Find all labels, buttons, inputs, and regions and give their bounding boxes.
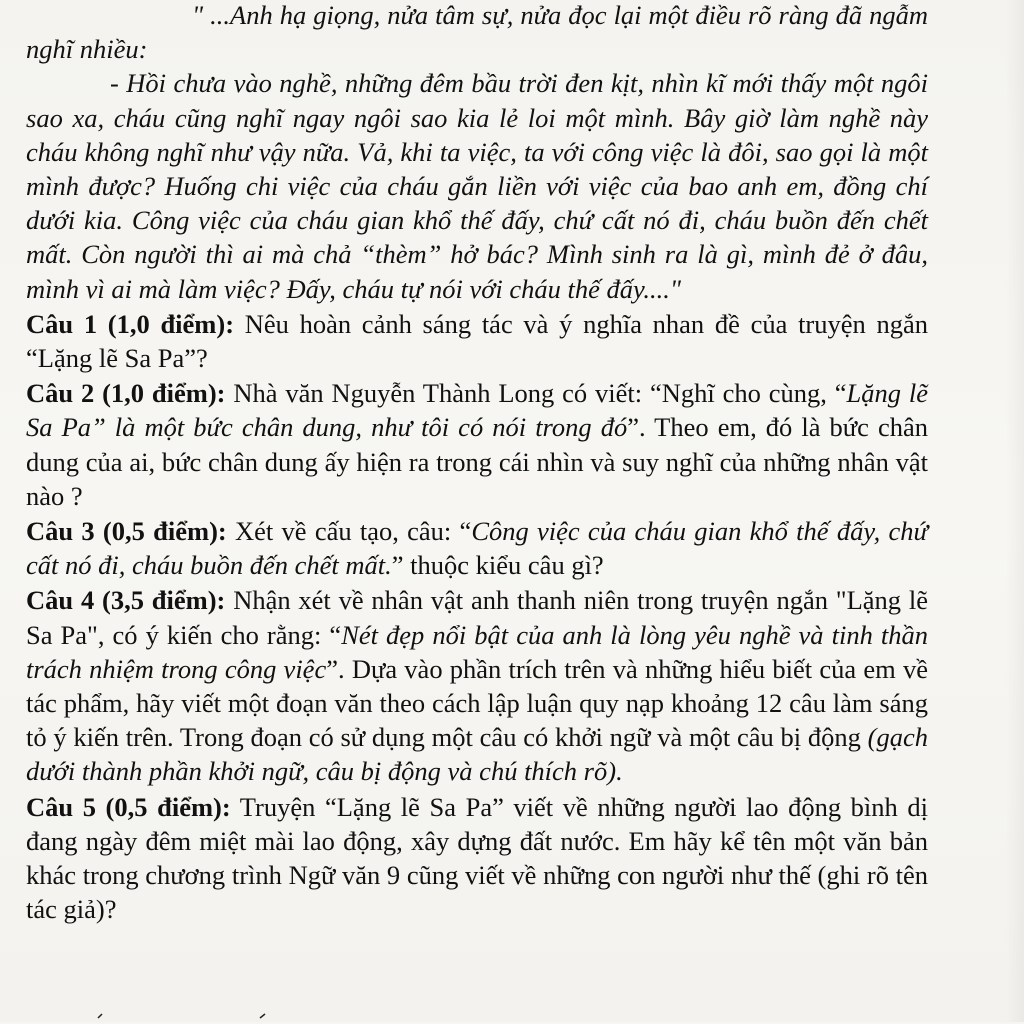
question-2-quote: Lặng lẽ Sa Pa” là một bức chân dung, như tôi có nói trong đó [26,378,928,443]
question-4-quote: Nét đẹp nổi bật của anh là lòng yêu nghề và tinh thần trách nhiệm trong công việc [26,619,928,684]
question-3-label: Câu 3 (0,5 điểm): [26,516,227,547]
question-2 [26,376,928,513]
question-2-text-a: Nhà văn Nguyễn Thành Long có viết: “Nghĩ cho cùng, “ [225,378,847,409]
question-4-label: Câu 4 (3,5 điểm): [26,585,226,616]
question-4 [26,583,928,788]
passage-intro: " ...Anh hạ giọng, nửa tâm sự, nửa đọc lại một điều rõ ràng đã ngẫm nghĩ nhiều: [26,0,928,65]
question-1 [26,307,928,375]
question-3-text-a: Xét về cấu tạo, câu: “ [226,516,472,547]
question-4-note: (gạch dưới thành phần khởi ngữ, câu bị động và chú thích rõ). [26,722,928,787]
question-3 [26,514,928,582]
question-3-text-c: ” thuộc kiểu câu gì? [391,550,604,581]
cut-off-text-marks [90,1012,290,1020]
question-5-text: Truyện “Lặng lẽ Sa Pa” viết về những người lao động bình dị đang ngày đêm miệt mài lao động, xây dựng đất nước. Em hãy kể tên một văn bản khác trong chương trình Ngữ văn 9 cũng viết về những con người như thế (ghi rõ tên tác giả)? [26,791,928,925]
question-4-text-a: Nhận xét về nhân vật anh thanh niên trong truyện ngắn "Lặng lẽ Sa Pa", có ý kiến cho rằng: “ [26,585,928,650]
page-edge-shadow [1006,0,1024,1022]
question-1-label: Câu 1 (1,0 điểm): [26,308,235,339]
passage-quote: - Hồi chưa vào nghề, những đêm bầu trời đen kịt, nhìn kĩ mới thấy một ngôi sao xa, cháu cũng nghĩ ngay ngôi sao kia lẻ loi một mình. Bây giờ làm nghề này cháu không nghĩ như vậy nữa. Vả, khi ta việc, ta với công việc là đôi, sao gọi là một mình được? Huống chi việc của cháu gắn liền với việc của bao anh em, đồng chí dưới kia. Công việc của cháu gian khổ thế đấy, chứ cất nó đi, cháu buồn đến chết mất. Còn người thì ai mà chả “thèm” hở bác? Mình sinh ra là gì, mình đẻ ở đâu, mình vì ai mà làm việc? Đấy, cháu tự nói với cháu thế đấy...." [26,68,928,304]
question-3-quote: Công việc của cháu gian khổ thế đấy, chứ cất nó đi, cháu buồn đến chết mất. [26,516,928,581]
question-1-text: Nêu hoàn cảnh sáng tác và ý nghĩa nhan đề của truyện ngắn “Lặng lẽ Sa Pa”? [26,308,928,374]
question-2-label: Câu 2 (1,0 điểm): [26,378,226,409]
question-2-text-c: ”. Theo em, đó là bức chân dung của ai, bức chân dung ấy hiện ra trong cái nhìn và suy nghĩ của những nhân vật nào ? [26,412,928,511]
question-5 [26,790,928,927]
question-4-text-c: ”. Dựa vào phần trích trên và những hiểu biết của em về tác phẩm, hãy viết một đoạn văn theo cách lập luận quy nạp khoảng 12 câu làm sáng tỏ ý kiến trên. Trong đoạn có sử dụng một câu có khởi ngữ và một câu bị động [26,653,928,753]
question-5-label: Câu 5 (0,5 điểm): [26,791,231,822]
